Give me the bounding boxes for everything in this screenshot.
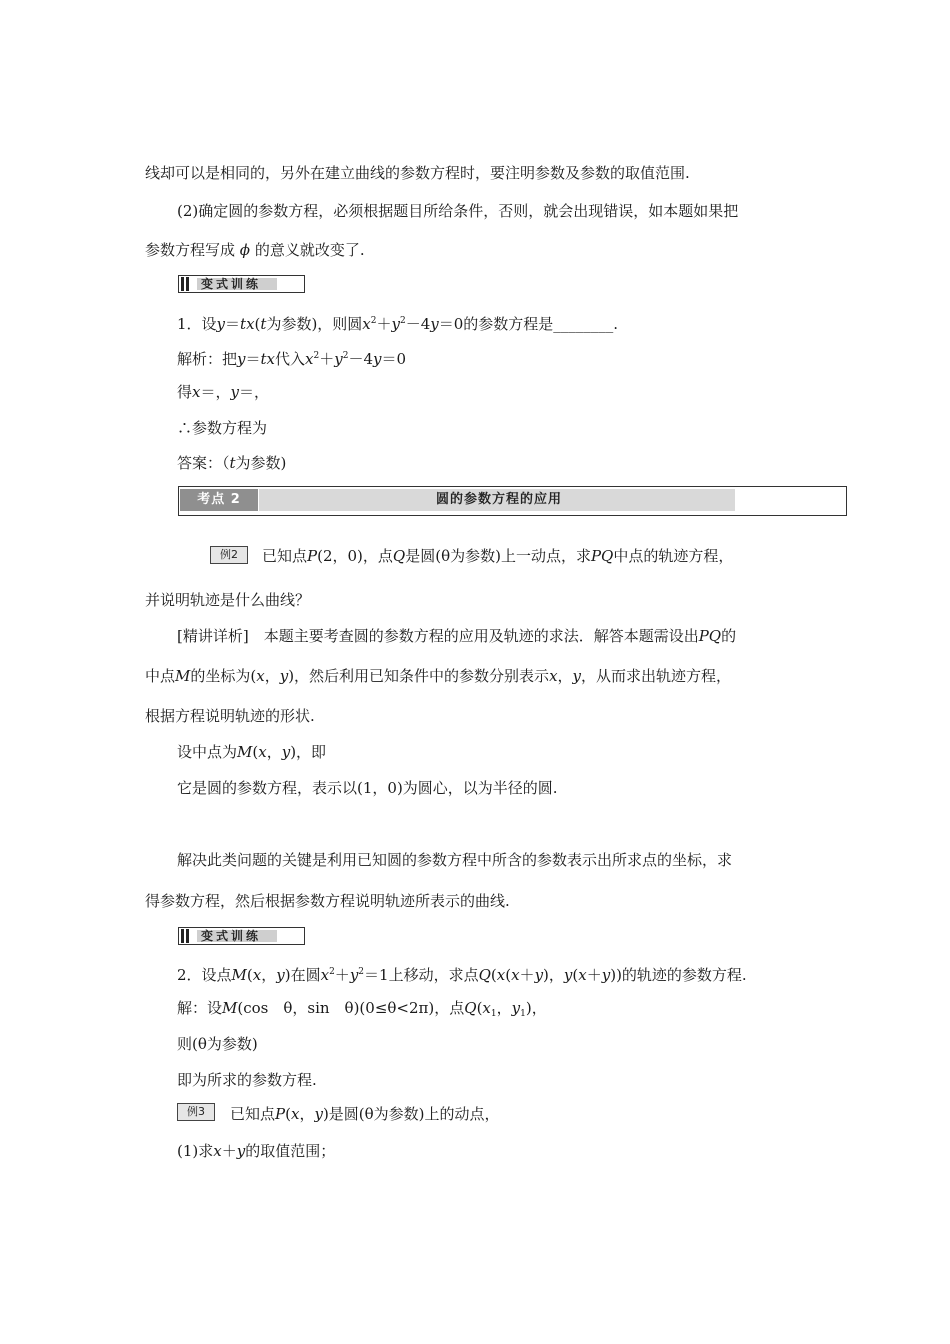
text: ，: [261, 966, 277, 984]
text: 的意义就改变了.: [254, 241, 365, 259]
math-var: y: [281, 743, 291, 761]
math-var: M: [175, 667, 191, 685]
math-var: x: [213, 1142, 222, 1160]
paragraph-line: 线却可以是相同的，另外在建立曲线的参数方程时，要注明参数及参数的取值范围.: [145, 164, 690, 182]
text: )，: [543, 966, 564, 984]
math-var: y: [276, 966, 285, 984]
bars-icon: [181, 929, 190, 943]
text: ＝: [245, 350, 261, 368]
topic-title: 圆的参数方程的应用: [435, 492, 562, 507]
math-var: M: [231, 966, 247, 984]
text: 的取值范围；: [245, 1142, 336, 1160]
math-var: Q: [464, 999, 477, 1017]
text: ＋: [376, 315, 392, 333]
text: 答案：（: [177, 454, 230, 472]
solution-therefore: ∴参数方程为: [177, 419, 268, 437]
exponent: 2: [370, 316, 377, 326]
subscript: 1: [490, 1009, 497, 1019]
math-var: t: [260, 315, 267, 333]
text: 设中点为: [177, 743, 238, 761]
paragraph-line: (2)确定圆的参数方程，必须根据题目所给条件，否则，就会出现错误，如本题如果把: [177, 202, 739, 220]
text: ＋: [334, 966, 350, 984]
text: ，: [264, 667, 280, 685]
solution-2: [177, 998, 547, 1024]
text: 1．设: [177, 315, 217, 333]
text: (1)求: [177, 1142, 214, 1160]
text: (: [505, 966, 512, 984]
math-var: y: [572, 667, 582, 685]
text: ＋: [519, 966, 535, 984]
text: ，: [557, 667, 573, 685]
solution-get: [177, 382, 269, 402]
text: ，从而求出轨迹方程，: [581, 667, 732, 685]
math-var: y: [236, 1142, 246, 1160]
example-2-badge: 例2: [210, 546, 248, 564]
bars-icon: [181, 277, 190, 291]
text: (: [285, 1105, 291, 1123]
solution-1: [177, 346, 406, 369]
text: 得: [177, 383, 193, 401]
math-var: x: [549, 667, 558, 685]
text: ＝0: [381, 350, 407, 368]
text: ＝，: [238, 383, 269, 401]
math-var: x: [578, 966, 587, 984]
paragraph-line: [145, 240, 365, 260]
variant-training-banner: [178, 275, 305, 293]
math-var: PQ: [590, 547, 614, 565]
question-2: [177, 962, 747, 985]
math-var: y: [314, 1105, 323, 1123]
text: 2．设点: [177, 966, 232, 984]
math-var: P: [307, 547, 318, 565]
text: 为参数)，则圆: [266, 315, 363, 333]
analysis-line-2: [145, 666, 731, 686]
text: 已知点: [262, 547, 308, 565]
text: 已知点: [230, 1105, 276, 1123]
text: ＝0的参数方程是________.: [438, 315, 619, 333]
text: (2，0)，点: [317, 547, 393, 565]
example-3-badge: 例3: [177, 1103, 215, 1121]
text: )，即: [290, 743, 327, 761]
question-1: [177, 311, 618, 334]
math-var: x: [305, 350, 314, 368]
example-3-line-1: [230, 1104, 500, 1124]
text: (: [572, 966, 579, 984]
variant-training-banner: [178, 927, 305, 945]
text: ，: [496, 999, 512, 1017]
banner-label: 变式训练: [201, 929, 262, 943]
math-var: y: [230, 383, 239, 401]
exponent: 2: [342, 351, 349, 361]
math-var: Q: [392, 547, 406, 565]
answer-line: [177, 453, 286, 473]
text: (: [490, 966, 497, 984]
example-3-question-1: [177, 1141, 335, 1161]
text: ＋: [221, 1142, 237, 1160]
math-var: y: [430, 315, 439, 333]
text: [精讲详析] 本题主要考查圆的参数方程的应用及轨迹的求法．解答本题需设出: [177, 627, 699, 645]
text: ＝1上移动，求点: [364, 966, 479, 984]
text: )是圆(θ为参数)上的动点，: [322, 1105, 500, 1123]
topic-tag: 考点 2: [180, 489, 258, 511]
math-var: PQ: [698, 627, 722, 645]
math-var: x: [482, 999, 491, 1017]
math-var: y: [237, 350, 246, 368]
example-2-line-1: [262, 546, 733, 566]
exponent: 2: [329, 967, 335, 977]
math-var: x: [252, 966, 262, 984]
math-var: P: [275, 1105, 286, 1123]
text: )，: [525, 999, 547, 1017]
math-var: Q: [478, 966, 491, 984]
math-var: x: [496, 966, 506, 984]
math-var: y: [349, 966, 359, 984]
text: －4: [405, 315, 431, 333]
key-point-line-2: 得参数方程，然后根据参数方程说明轨迹所表示的曲线.: [145, 892, 510, 910]
math-var: x: [256, 667, 265, 685]
math-var: y: [216, 315, 226, 333]
math-var: y: [334, 350, 343, 368]
exponent: 2: [400, 316, 406, 326]
math-var: tx: [240, 315, 255, 333]
example-2-line-2: 并说明轨迹是什么曲线？: [145, 591, 311, 609]
math-var: y: [391, 315, 400, 333]
key-point-line-1: 解决此类问题的关键是利用已知圆的参数方程中所含的参数表示出所求点的坐标，求: [177, 851, 733, 869]
math-var: M: [237, 743, 253, 761]
topic-banner: [178, 486, 847, 516]
math-symbol: ϕ: [239, 241, 251, 259]
text: (: [476, 999, 483, 1017]
math-var: y: [601, 966, 611, 984]
text: 解：设: [177, 999, 223, 1017]
text: 的: [721, 627, 737, 645]
text: ＋: [586, 966, 602, 984]
solution-2-result: 即为所求的参数方程.: [177, 1071, 317, 1089]
math-var: x: [511, 966, 520, 984]
exponent: 2: [313, 351, 320, 361]
text: ＝，: [200, 383, 231, 401]
text: 的坐标为(: [190, 667, 257, 685]
text: －4: [348, 350, 374, 368]
math-var: x: [258, 743, 267, 761]
analysis-line-3: 根据方程说明轨迹的形状.: [145, 707, 315, 725]
math-var: y: [563, 966, 573, 984]
banner-label: 变式训练: [201, 277, 262, 291]
text: ，: [266, 743, 282, 761]
text: (: [246, 966, 253, 984]
math-var: y: [279, 667, 289, 685]
text: 为参数): [235, 454, 287, 472]
text: )，然后利用已知条件中的参数分别表示: [288, 667, 550, 685]
text: ＋: [319, 350, 335, 368]
text: ＝: [225, 315, 241, 333]
text: 代入: [275, 350, 306, 368]
text: (: [252, 743, 259, 761]
text: (: [254, 315, 261, 333]
set-midpoint-line: [177, 742, 326, 762]
math-var: t: [229, 454, 236, 472]
text: 是圆(θ为参数)上一动点，求: [405, 547, 591, 565]
math-var: x: [192, 383, 201, 401]
subscript: 1: [520, 1009, 526, 1019]
math-var: tx: [260, 350, 276, 368]
text: (cos θ，sin θ)(0≤θ<2π)，点: [237, 999, 465, 1017]
text: 参数方程写成: [145, 241, 236, 259]
text: 中点: [145, 667, 176, 685]
text: )在圆: [284, 966, 321, 984]
math-var: x: [290, 1105, 300, 1123]
text: ))的轨迹的参数方程.: [610, 966, 747, 984]
analysis-line-1: [177, 626, 736, 646]
exponent: 2: [358, 967, 365, 977]
math-var: M: [222, 999, 238, 1017]
math-var: y: [373, 350, 382, 368]
solution-2-then: 则(θ为参数): [177, 1035, 258, 1053]
text: ，: [299, 1105, 315, 1123]
math-var: y: [534, 966, 544, 984]
math-var: x: [320, 966, 330, 984]
text: 解析：把: [177, 350, 238, 368]
circle-description: 它是圆的参数方程，表示以(1，0)为圆心，以为半径的圆.: [177, 779, 558, 797]
math-var: x: [362, 315, 371, 333]
math-var: y: [511, 999, 521, 1017]
text: 中点的轨迹方程，: [613, 547, 734, 565]
